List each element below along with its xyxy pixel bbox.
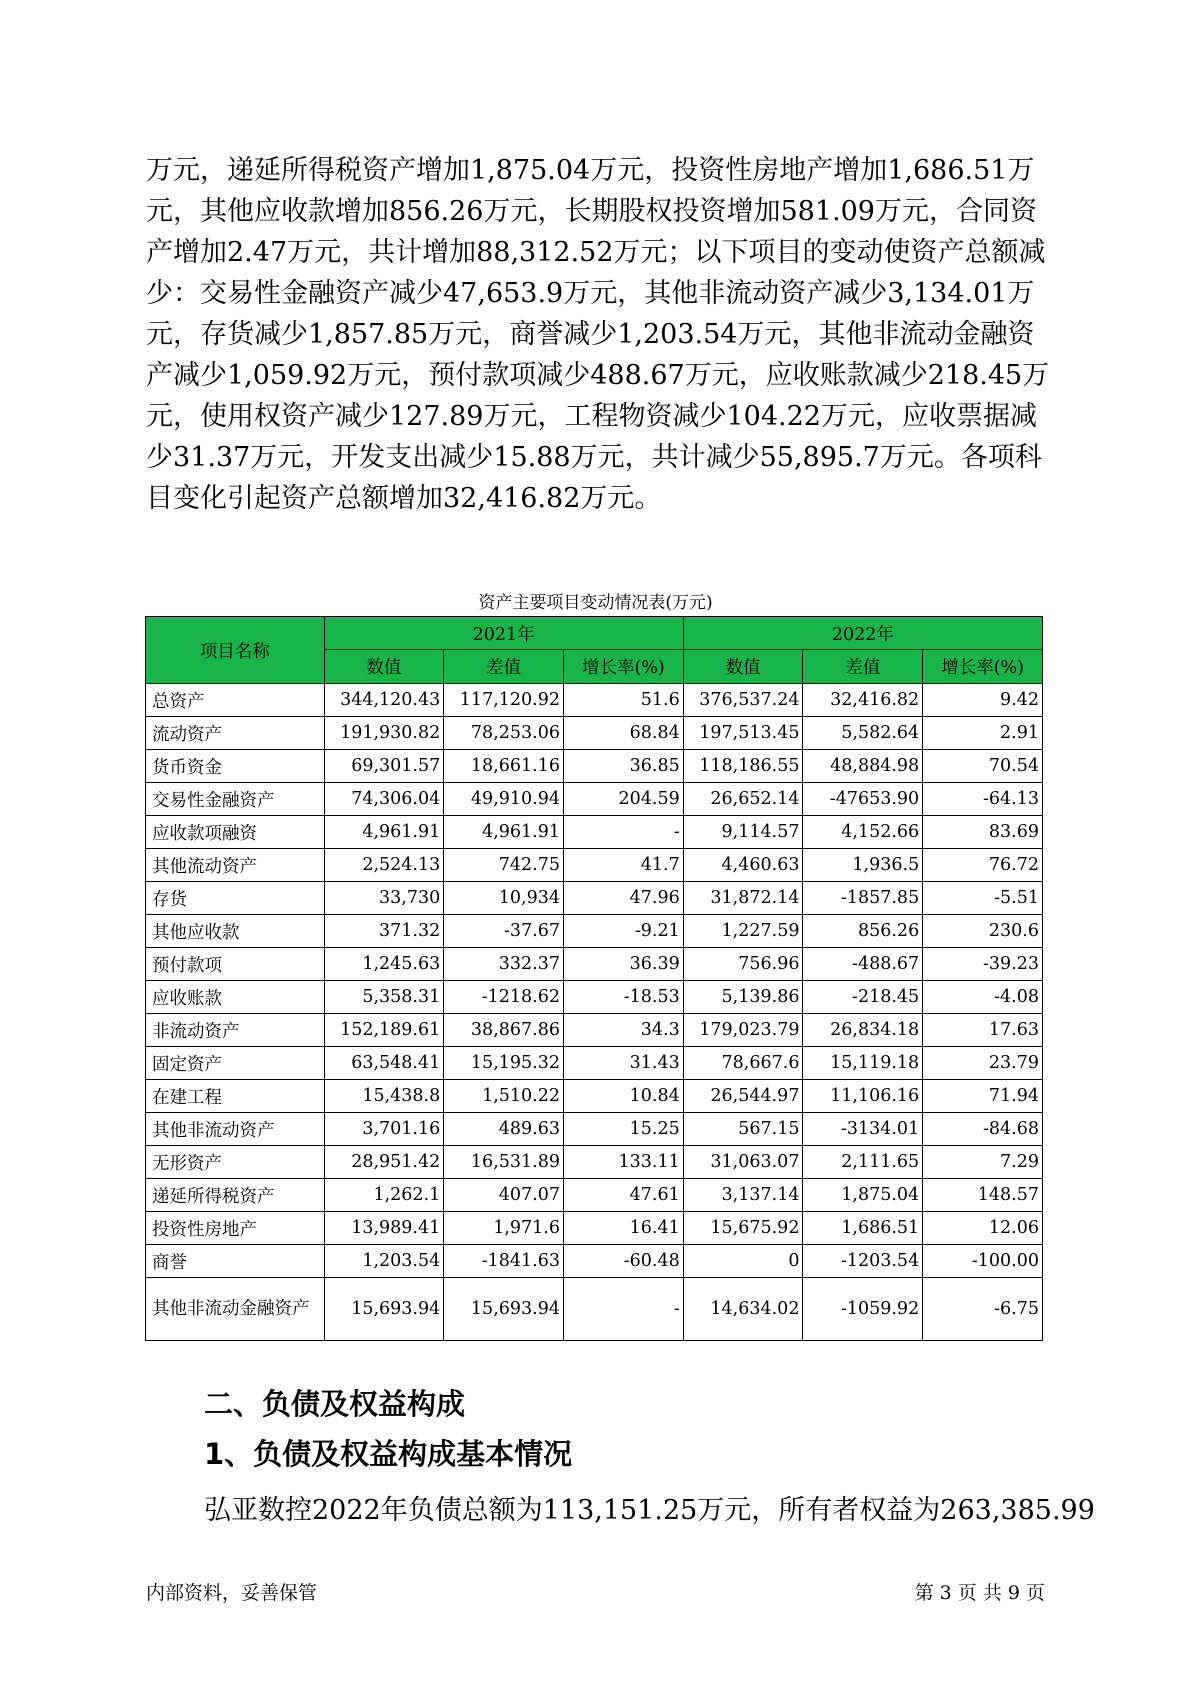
row-value-cell: 489.63 [444, 1113, 564, 1146]
row-value-cell: 36.39 [564, 948, 684, 981]
header-year-2022: 2022年 [683, 617, 1042, 650]
row-value-cell: 1,227.59 [683, 915, 803, 948]
row-value-cell: 5,358.31 [324, 981, 444, 1014]
row-value-cell: 36.85 [564, 750, 684, 783]
row-item-name: 其他流动资产 [146, 849, 325, 882]
row-value-cell: 1,875.04 [803, 1179, 923, 1212]
subheader: 差值 [803, 650, 923, 684]
row-value-cell: 856.26 [803, 915, 923, 948]
row-value-cell: 78,667.6 [683, 1047, 803, 1080]
row-item-name: 其他非流动金融资产 [146, 1278, 325, 1341]
row-value-cell: 38,867.86 [444, 1014, 564, 1047]
table-row [146, 717, 1043, 750]
row-value-cell: 4,460.63 [683, 849, 803, 882]
table-row [146, 1014, 1043, 1047]
table-row [146, 849, 1043, 882]
row-value-cell: 26,834.18 [803, 1014, 923, 1047]
row-value-cell: 74,306.04 [324, 783, 444, 816]
row-value-cell: 3,701.16 [324, 1113, 444, 1146]
row-value-cell: 148.57 [923, 1179, 1043, 1212]
paragraph-line: 产增加2.47万元，共计增加88,312.52万元；以下项目的变动使资产总额减 [146, 237, 1046, 268]
row-value-cell: 28,951.42 [324, 1146, 444, 1179]
body-paragraph [146, 150, 1050, 519]
paragraph-line: 元，存货减少1,857.85万元，商誉减少1,203.54万元，其他非流动金融资 [146, 319, 1035, 350]
row-value-cell: 18,661.16 [444, 750, 564, 783]
row-item-name: 投资性房地产 [146, 1212, 325, 1245]
row-value-cell: -18.53 [564, 981, 684, 1014]
row-value-cell: 34.3 [564, 1014, 684, 1047]
subheader: 差值 [444, 650, 564, 684]
row-value-cell: 4,961.91 [324, 816, 444, 849]
row-value-cell: 4,961.91 [444, 816, 564, 849]
paragraph-line: 元，使用权资产减少127.89万元，工程物资减少104.22万元，应收票据减 [146, 401, 1037, 432]
row-value-cell: -100.00 [923, 1245, 1043, 1278]
row-value-cell: 5,582.64 [803, 717, 923, 750]
row-item-name: 交易性金融资产 [146, 783, 325, 816]
paragraph-line: 元，其他应收款增加856.26万元，长期股权投资增加581.09万元，合同资 [146, 196, 1037, 227]
row-value-cell: 376,537.24 [683, 684, 803, 717]
row-item-name: 在建工程 [146, 1080, 325, 1113]
row-value-cell: -37.67 [444, 915, 564, 948]
row-value-cell: 16,531.89 [444, 1146, 564, 1179]
row-item-name: 流动资产 [146, 717, 325, 750]
row-value-cell: - [564, 1278, 684, 1341]
table-row [146, 684, 1043, 717]
table-caption: 资产主要项目变动情况表(万元) [478, 593, 713, 613]
row-value-cell: 71.94 [923, 1080, 1043, 1113]
row-value-cell: 15,195.32 [444, 1047, 564, 1080]
row-value-cell: 0 [683, 1245, 803, 1278]
row-value-cell: 567.15 [683, 1113, 803, 1146]
row-value-cell: 204.59 [564, 783, 684, 816]
table-row [146, 816, 1043, 849]
row-value-cell: 10,934 [444, 882, 564, 915]
row-value-cell: 1,510.22 [444, 1080, 564, 1113]
header-year-2021: 2021年 [324, 617, 683, 650]
row-value-cell: 118,186.55 [683, 750, 803, 783]
row-value-cell: 63,548.41 [324, 1047, 444, 1080]
table-row [146, 783, 1043, 816]
row-value-cell: 11,106.16 [803, 1080, 923, 1113]
row-value-cell: 1,245.63 [324, 948, 444, 981]
row-value-cell: -1857.85 [803, 882, 923, 915]
row-value-cell: 68.84 [564, 717, 684, 750]
row-value-cell: -47653.90 [803, 783, 923, 816]
row-value-cell: 3,137.14 [683, 1179, 803, 1212]
row-value-cell: 2.91 [923, 717, 1043, 750]
row-item-name: 无形资产 [146, 1146, 325, 1179]
row-value-cell: 1,936.5 [803, 849, 923, 882]
row-item-name: 货币资金 [146, 750, 325, 783]
row-value-cell: 1,262.1 [324, 1179, 444, 1212]
row-value-cell: 47.61 [564, 1179, 684, 1212]
paragraph-line: 万元，递延所得税资产增加1,875.04万元，投资性房地产增加1,686.51万 [146, 155, 1035, 186]
row-value-cell: -488.67 [803, 948, 923, 981]
row-value-cell: 83.69 [923, 816, 1043, 849]
row-value-cell: 31.43 [564, 1047, 684, 1080]
row-value-cell: 13,989.41 [324, 1212, 444, 1245]
row-value-cell: 1,203.54 [324, 1245, 444, 1278]
row-value-cell: 15.25 [564, 1113, 684, 1146]
row-value-cell: 70.54 [923, 750, 1043, 783]
row-value-cell: 179,023.79 [683, 1014, 803, 1047]
row-item-name: 递延所得税资产 [146, 1179, 325, 1212]
subheader: 数值 [324, 650, 444, 684]
row-item-name: 应收账款 [146, 981, 325, 1014]
row-value-cell: 41.7 [564, 849, 684, 882]
row-value-cell: -1841.63 [444, 1245, 564, 1278]
row-value-cell: 407.07 [444, 1179, 564, 1212]
row-value-cell: 742.75 [444, 849, 564, 882]
row-value-cell: 69,301.57 [324, 750, 444, 783]
row-value-cell: 48,884.98 [803, 750, 923, 783]
table-row [146, 882, 1043, 915]
row-value-cell: 33,730 [324, 882, 444, 915]
asset-change-table [145, 616, 1043, 1341]
row-value-cell: 756.96 [683, 948, 803, 981]
paragraph-line: 目变化引起资产总额增加32,416.82万元。 [146, 483, 662, 514]
table-row [146, 1113, 1043, 1146]
row-value-cell: 31,872.14 [683, 882, 803, 915]
row-value-cell: - [564, 816, 684, 849]
row-item-name: 商誉 [146, 1245, 325, 1278]
row-value-cell: 5,139.86 [683, 981, 803, 1014]
row-value-cell: 2,524.13 [324, 849, 444, 882]
row-value-cell: 26,544.97 [683, 1080, 803, 1113]
header-item-name: 项目名称 [146, 617, 325, 684]
row-value-cell: 31,063.07 [683, 1146, 803, 1179]
footer-page-number: 第 3 页 共 9 页 [914, 1582, 1045, 1604]
row-value-cell: -218.45 [803, 981, 923, 1014]
table-row [146, 1179, 1043, 1212]
row-value-cell: 332.37 [444, 948, 564, 981]
row-value-cell: 78,253.06 [444, 717, 564, 750]
row-value-cell: 9,114.57 [683, 816, 803, 849]
row-value-cell: 4,152.66 [803, 816, 923, 849]
paragraph-line: 少：交易性金融资产减少47,653.9万元，其他非流动资产减少3,134.01万 [146, 278, 1035, 309]
row-value-cell: 15,119.18 [803, 1047, 923, 1080]
row-value-cell: -6.75 [923, 1278, 1043, 1341]
row-value-cell: 16.41 [564, 1212, 684, 1245]
row-value-cell: -3134.01 [803, 1113, 923, 1146]
row-value-cell: -1218.62 [444, 981, 564, 1014]
row-value-cell: 15,693.94 [444, 1278, 564, 1341]
row-value-cell: 15,693.94 [324, 1278, 444, 1341]
row-value-cell: 15,675.92 [683, 1212, 803, 1245]
row-value-cell: 32,416.82 [803, 684, 923, 717]
row-value-cell: 2,111.65 [803, 1146, 923, 1179]
row-value-cell: 197,513.45 [683, 717, 803, 750]
row-value-cell: 9.42 [923, 684, 1043, 717]
row-item-name: 总资产 [146, 684, 325, 717]
row-value-cell: 230.6 [923, 915, 1043, 948]
row-value-cell: 1,686.51 [803, 1212, 923, 1245]
row-value-cell: 191,930.82 [324, 717, 444, 750]
subheader: 数值 [683, 650, 803, 684]
row-value-cell: -9.21 [564, 915, 684, 948]
body-paragraph-2: 弘亚数控2022年负债总额为113,151.25万元，所有者权益为263,385.99 [204, 1495, 1095, 1526]
row-value-cell: 12.06 [923, 1212, 1043, 1245]
row-value-cell: 344,120.43 [324, 684, 444, 717]
table-row [146, 981, 1043, 1014]
row-value-cell: 51.6 [564, 684, 684, 717]
row-value-cell: 133.11 [564, 1146, 684, 1179]
subsection-heading: 1、负债及权益构成基本情况 [204, 1437, 573, 1471]
row-value-cell: -4.08 [923, 981, 1043, 1014]
row-value-cell: 15,438.8 [324, 1080, 444, 1113]
paragraph-line: 产减少1,059.92万元，预付款项减少488.67万元，应收账款减少218.45万 [146, 360, 1050, 391]
row-item-name: 固定资产 [146, 1047, 325, 1080]
row-value-cell: 1,971.6 [444, 1212, 564, 1245]
table-row [146, 1212, 1043, 1245]
row-value-cell: 49,910.94 [444, 783, 564, 816]
row-value-cell: 7.29 [923, 1146, 1043, 1179]
row-item-name: 应收款项融资 [146, 816, 325, 849]
row-value-cell: 10.84 [564, 1080, 684, 1113]
table-row [146, 1278, 1043, 1341]
row-value-cell: 17.63 [923, 1014, 1043, 1047]
table-row [146, 1146, 1043, 1179]
row-value-cell: -39.23 [923, 948, 1043, 981]
table-row [146, 1245, 1043, 1278]
row-value-cell: 26,652.14 [683, 783, 803, 816]
footer-confidential: 内部资料，妥善保管 [146, 1582, 318, 1604]
row-item-name: 其他非流动资产 [146, 1113, 325, 1146]
row-value-cell: -64.13 [923, 783, 1043, 816]
row-value-cell: 47.96 [564, 882, 684, 915]
section-heading: 二、负债及权益构成 [204, 1387, 466, 1421]
table-row [146, 750, 1043, 783]
subheader: 增长率(%) [923, 650, 1043, 684]
row-item-name: 非流动资产 [146, 1014, 325, 1047]
row-value-cell: -5.51 [923, 882, 1043, 915]
row-value-cell: -1059.92 [803, 1278, 923, 1341]
row-item-name: 预付款项 [146, 948, 325, 981]
row-item-name: 其他应收款 [146, 915, 325, 948]
table-row [146, 948, 1043, 981]
row-value-cell: 23.79 [923, 1047, 1043, 1080]
row-value-cell: 76.72 [923, 849, 1043, 882]
table-row [146, 915, 1043, 948]
row-value-cell: 14,634.02 [683, 1278, 803, 1341]
table-row [146, 1080, 1043, 1113]
row-value-cell: 371.32 [324, 915, 444, 948]
row-value-cell: 117,120.92 [444, 684, 564, 717]
row-value-cell: 152,189.61 [324, 1014, 444, 1047]
row-value-cell: -60.48 [564, 1245, 684, 1278]
row-value-cell: -84.68 [923, 1113, 1043, 1146]
row-item-name: 存货 [146, 882, 325, 915]
subheader: 增长率(%) [564, 650, 684, 684]
row-value-cell: -1203.54 [803, 1245, 923, 1278]
table-row [146, 1047, 1043, 1080]
paragraph-line: 少31.37万元，开发支出减少15.88万元，共计减少55,895.7万元。各项科 [146, 442, 1042, 473]
